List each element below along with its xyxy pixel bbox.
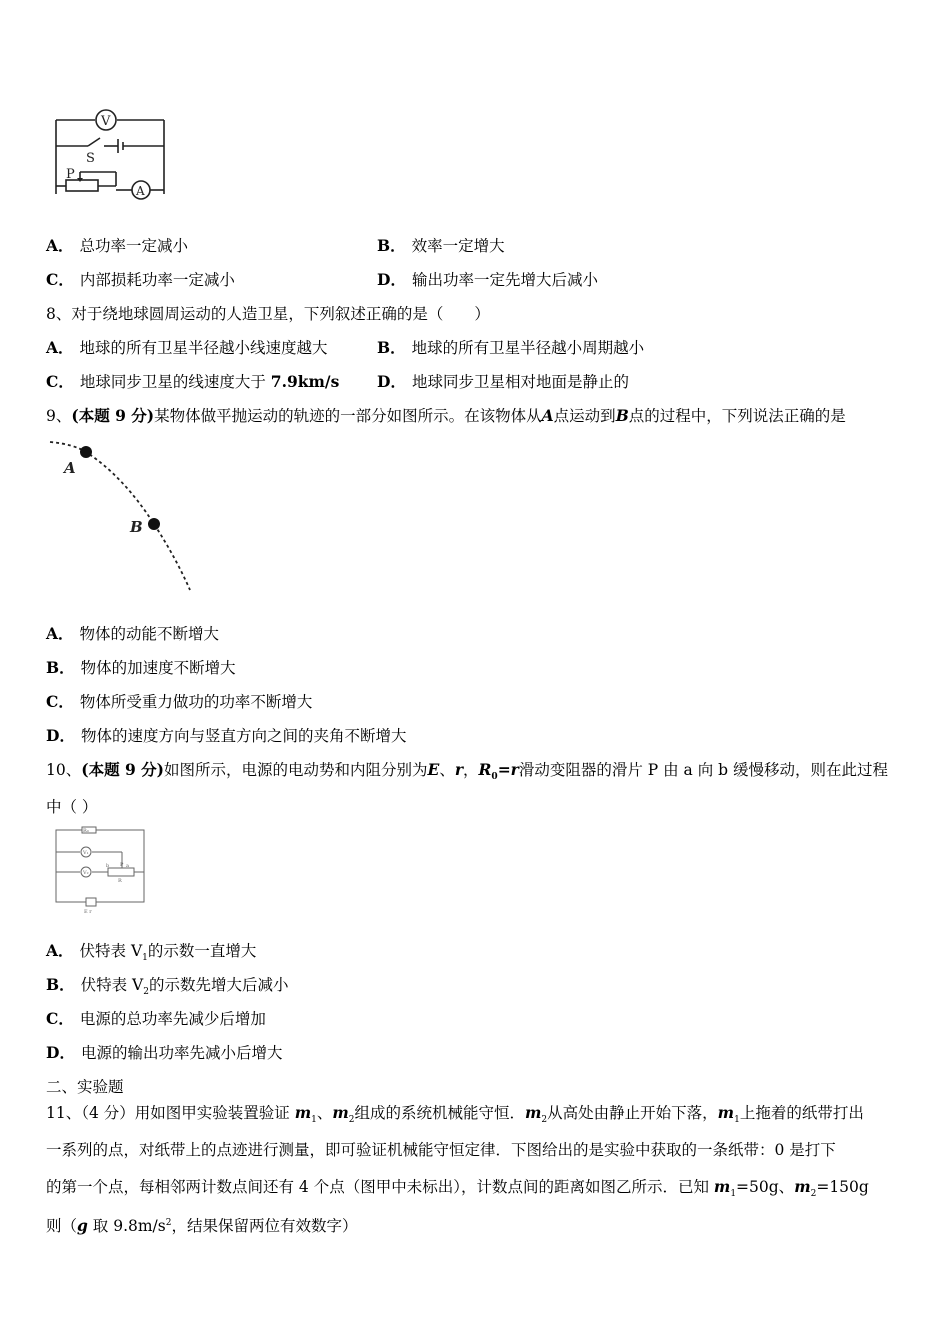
- q9-trajectory-figure: [48, 436, 198, 596]
- q9-option-d: D． 物体的速度方向与竖直方向之间的夹角不断增大: [46, 726, 407, 745]
- point-a-label: A: [64, 459, 76, 477]
- q10-fig-v1: V₁: [83, 850, 89, 856]
- q9-stem: 9、(本题 9 分)某物体做平抛运动的轨迹的一部分如图所示。在该物体从A点运动到B点的过程中，下列说法正确的是: [46, 406, 846, 425]
- q10-stem-line2: 中（ ）: [46, 798, 98, 816]
- q7-circuit-diagram: [50, 108, 172, 204]
- q11-line4: 则（g 取 $9.8m/s^2$，结果保留两位有效数字）: [46, 1216, 358, 1236]
- q7-option-a: A． 总功率一定减小: [46, 236, 189, 255]
- q10-fig-a: a: [126, 863, 129, 869]
- voltmeter-label: V: [101, 114, 111, 129]
- q10-fig-r0: R₀: [83, 828, 89, 834]
- q10-fig-v2: V₂: [83, 870, 89, 876]
- q8-option-c: C． 地球同步卫星的线速度大于 7.9km/s: [46, 372, 340, 391]
- point-b-label: B: [130, 518, 143, 536]
- q10-fig-r: R: [118, 878, 122, 884]
- q11-line2: 一系列的点，对纸带上的点迹进行测量，即可验证机械能守恒定律．下图给出的是实验中获取的一条纸带：0 是打下: [46, 1141, 836, 1159]
- q9-option-b: B． 物体的加速度不断增大: [46, 658, 236, 677]
- q10-stem-line1: 10、(本题 9 分)如图所示，电源的电动势和内阻分别为E、r，$R_0=r$滑动变阻器的滑片 P 由 a 向 b 缓慢移动，则在此过程: [46, 760, 888, 783]
- q10-fig-b: b: [106, 863, 110, 869]
- slider-label: P: [66, 167, 75, 182]
- q10-option-b: B． 伏特表 $V_2$的示数先增大后减小: [46, 975, 289, 998]
- q11-line1: 11、（4 分）用如图甲实验装置验证 $m_1$、$m_2$组成的系统机械能守恒．$m_2$从高处由静止开始下落，$m_1$上拖着的纸带打出: [46, 1103, 864, 1126]
- q10-circuit-diagram: [50, 826, 150, 914]
- q8-stem: 8、对于绕地球圆周运动的人造卫星，下列叙述正确的是（ ）: [46, 305, 490, 323]
- q9-option-c: C． 物体所受重力做功的功率不断增大: [46, 692, 313, 711]
- q10-option-d: D． 电源的输出功率先减小后增大: [46, 1043, 283, 1062]
- q10-option-c: C． 电源的总功率先减少后增加: [46, 1009, 266, 1028]
- q10-option-a: A． 伏特表 $V_1$的示数一直增大: [46, 941, 257, 964]
- q7-option-c: C． 内部损耗功率一定减小: [46, 270, 235, 289]
- q8-option-b: B． 地球的所有卫星半径越小周期越小: [377, 338, 645, 357]
- q8-option-d: D． 地球同步卫星相对地面是静止的: [377, 372, 629, 391]
- section-2-title: 二、实验题: [46, 1078, 124, 1096]
- q8-option-a: A． 地球的所有卫星半径越小线速度越大: [46, 338, 328, 357]
- q7-option-b: B． 效率一定增大: [377, 236, 505, 255]
- q10-fig-p: P: [120, 862, 124, 868]
- ammeter-label: A: [136, 184, 145, 198]
- q10-fig-er: E r: [84, 909, 92, 914]
- q7-option-d: D． 输出功率一定先增大后减小: [377, 270, 598, 289]
- switch-label: S: [86, 151, 95, 166]
- q11-line3: 的第一个点，每相邻两计数点间还有 4 个点（图甲中未标出），计数点间的距离如图乙所示．已知 $m_1=50g$、$m_2=150g$: [46, 1177, 869, 1200]
- q9-option-a: A． 物体的动能不断增大: [46, 624, 220, 643]
